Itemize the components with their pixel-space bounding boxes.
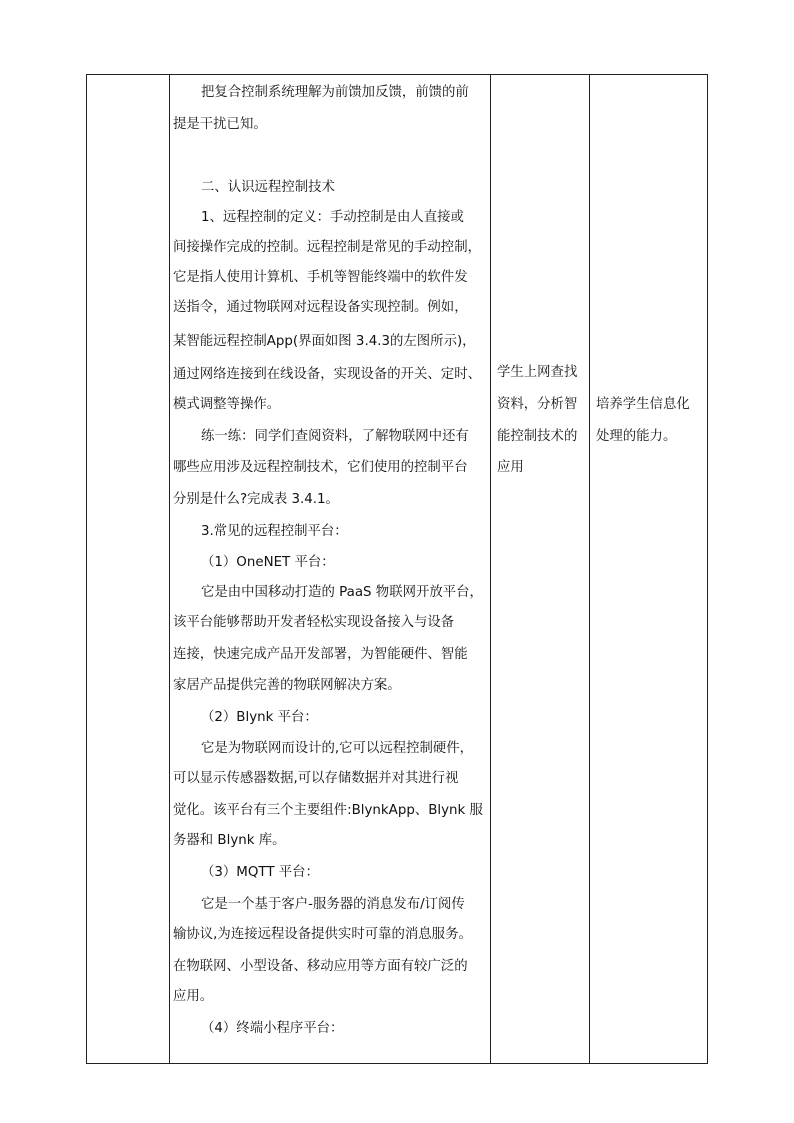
content-line: 送指令，通过物联网对远程设备实现控制。例如， xyxy=(173,300,468,315)
content-line: 它是指人使用计算机、手机等智能终端中的软件发 xyxy=(173,270,468,285)
subsection-heading: 3.常见的远程控制平台： xyxy=(201,524,348,539)
content-line: 哪些应用涉及远程控制技术，它们使用的控制平台 xyxy=(173,460,468,475)
design-purpose-cell xyxy=(590,75,708,1063)
content-line: 可以显示传感器数据,可以存储数据并对其进行视 xyxy=(173,771,459,786)
platform-heading: （4）终端小程序平台： xyxy=(201,1021,344,1036)
platform-heading: （2）Blynk 平台： xyxy=(201,710,318,725)
content-line: 家居产品提供完善的物联网解决方案。 xyxy=(173,678,401,693)
platform-heading: （1）OneNET 平台： xyxy=(201,555,335,570)
content-line: 通过网络连接到在线设备，实现设备的开关、定时、 xyxy=(173,367,481,382)
section-heading: 二、认识远程控制技术 xyxy=(201,180,335,195)
content-line: 觉化。该平台有三个主要组件:BlynkApp、Blynk 服 xyxy=(173,803,483,818)
content-line: 1、远程控制的定义：手动控制是由人直接或 xyxy=(201,210,464,225)
content-line: 务器和 Blynk 库。 xyxy=(173,833,286,848)
content-line: 某智能远程控制App(界面如图 3.4.3的左图所示)， xyxy=(173,334,476,349)
content-line: 模式调整等操作。 xyxy=(173,397,281,412)
content-line: 它是为物联网而设计的,它可以远程控制硬件， xyxy=(201,741,474,756)
content-line: 它是由中国移动打造的 PaaS 物联网开放平台， xyxy=(201,585,483,600)
content-line: 间接操作完成的控制。远程控制是常见的手动控制， xyxy=(173,240,481,255)
student-activity-cell xyxy=(491,75,589,1063)
design-purpose-line: 处理的能力。 xyxy=(596,429,677,444)
content-line: 练一练：同学们查阅资料，了解物联网中还有 xyxy=(201,429,469,444)
blank-cell xyxy=(87,75,169,1063)
student-activity-line: 资料，分析智 xyxy=(497,397,578,412)
content-line: 在物联网、小型设备、移动应用等方面有较广泛的 xyxy=(173,959,468,974)
content-line: 应用。 xyxy=(173,989,214,1004)
content-line: 它是一个基于客户-服务器的消息发布/订阅传 xyxy=(201,897,465,912)
content-line: 提是干扰已知。 xyxy=(173,117,267,132)
student-activity-line: 应用 xyxy=(497,460,524,475)
content-line: 分别是什么?完成表 3.4.1。 xyxy=(173,492,339,507)
content-line: 该平台能够帮助开发者轻松实现设备接入与设备 xyxy=(173,615,455,630)
design-purpose-line: 培养学生信息化 xyxy=(596,397,690,412)
lesson-table xyxy=(86,74,708,1064)
student-activity-line: 学生上网查找 xyxy=(497,365,578,380)
teaching-content-cell xyxy=(170,75,490,1063)
platform-heading: （3）MQTT 平台： xyxy=(201,865,319,880)
content-line: 输协议,为连接远程设备提供实时可靠的消息服务。 xyxy=(173,927,472,942)
student-activity-line: 能控制技术的 xyxy=(497,429,578,444)
content-line: 连接，快速完成产品开发部署，为智能硬件、智能 xyxy=(173,647,468,662)
content-line: 把复合控制系统理解为前馈加反馈，前馈的前 xyxy=(201,85,469,100)
